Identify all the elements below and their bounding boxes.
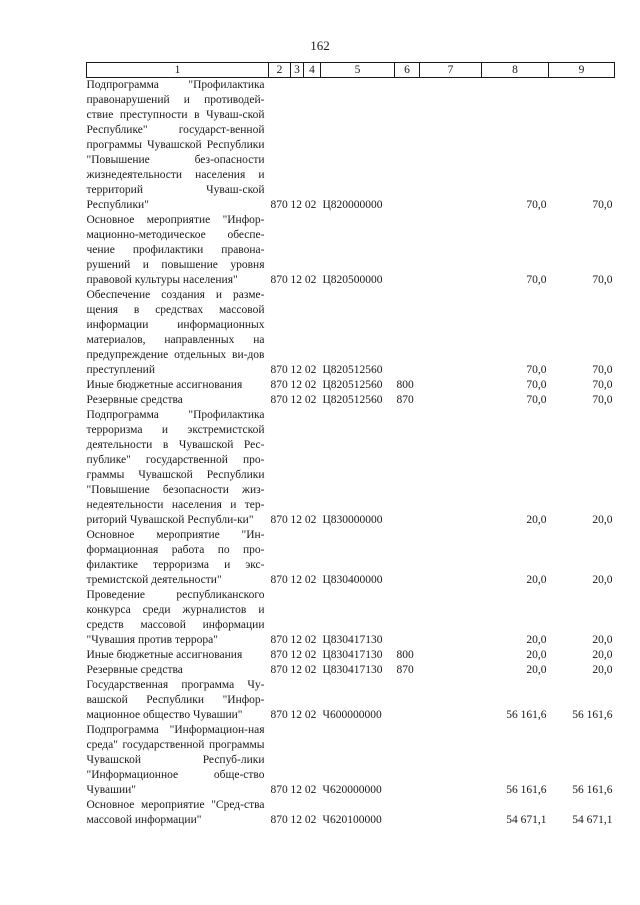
amount-col9: 20,0 <box>592 514 613 526</box>
column-header: 1 <box>87 63 269 78</box>
amount-col8: 20,0 <box>526 649 547 661</box>
expense-type-code: 870 <box>396 664 414 676</box>
ministry-code: 870 <box>270 709 288 721</box>
row-name: Основное мероприятие "Сред-ства массовой информации" <box>86 799 265 826</box>
amount-col8: 20,0 <box>526 514 547 526</box>
section-code: 12 02 <box>290 784 317 796</box>
table-row <box>87 408 615 528</box>
ministry-code: 870 <box>270 574 288 586</box>
target-article-code: Ц820512560 <box>322 379 383 391</box>
amount-col8: 20,0 <box>526 574 547 586</box>
empty-cell <box>420 288 482 378</box>
target-article-code: Ч620000000 <box>322 784 382 796</box>
target-article-code: Ц830417130 <box>322 634 383 646</box>
row-name: Основное мероприятие "Инфор-мационно-методическое обеспе-чение профилактики правона-рушений и повышение уровня правовой культуры населения" <box>86 214 265 286</box>
ministry-code: 870 <box>270 274 288 286</box>
expense-type-code <box>395 288 420 378</box>
ministry-code: 870 <box>270 364 288 376</box>
section-code: 12 02 <box>290 199 317 211</box>
table-row <box>87 798 615 828</box>
expense-type-code <box>395 78 420 214</box>
empty-cell <box>420 378 482 393</box>
table-row <box>87 528 615 588</box>
ministry-code: 870 <box>270 514 288 526</box>
ministry-code: 870 <box>270 379 288 391</box>
amount-col8: 20,0 <box>526 634 547 646</box>
table-row <box>87 663 615 678</box>
expense-type-code <box>395 723 420 798</box>
row-name: Подпрограмма "Информацион-ная среда" государственной программы Чувашской Респуб-лики "Информационное обще-ство Чувашии" <box>86 724 265 796</box>
table-row <box>87 648 615 663</box>
target-article-code: Ц830417130 <box>322 649 383 661</box>
ministry-code: 870 <box>270 199 288 211</box>
section-code: 12 02 <box>290 709 317 721</box>
expense-type-code <box>395 408 420 528</box>
expense-type-code <box>395 588 420 648</box>
target-article-code: Ц830000000 <box>322 514 383 526</box>
budget-table <box>86 62 615 828</box>
table-row <box>87 678 615 723</box>
section-code: 12 02 <box>290 574 317 586</box>
target-article-code: Ч600000000 <box>322 709 382 721</box>
table-row <box>87 378 615 393</box>
amount-col9: 54 671,1 <box>572 814 613 826</box>
section-code: 12 02 <box>290 634 317 646</box>
column-header: 6 <box>395 63 420 78</box>
expense-type-code <box>395 678 420 723</box>
expense-type-code <box>395 798 420 828</box>
column-header: 8 <box>482 63 549 78</box>
column-header: 7 <box>420 63 482 78</box>
amount-col9: 70,0 <box>592 199 613 211</box>
column-header: 9 <box>549 63 615 78</box>
amount-col8: 56 161,6 <box>506 784 547 796</box>
table-row <box>87 78 615 214</box>
amount-col8: 54 671,1 <box>506 814 547 826</box>
ministry-code: 870 <box>270 784 288 796</box>
table-row <box>87 288 615 378</box>
expense-type-code <box>395 213 420 288</box>
table-row <box>87 588 615 648</box>
empty-cell <box>420 663 482 678</box>
empty-cell <box>420 678 482 723</box>
amount-col8: 20,0 <box>526 664 547 676</box>
empty-cell <box>420 798 482 828</box>
amount-col8: 56 161,6 <box>506 709 547 721</box>
row-name: Подпрограмма "Профилактика правонарушений и противодей-ствие преступности в Чуваш-ской Республике" государст-венной программы Чувашской Республики "Повышение без-опасности жизнедеятельности населения и территорий Чуваш-ской Республики" <box>86 79 265 211</box>
section-code: 12 02 <box>290 394 317 406</box>
empty-cell <box>420 213 482 288</box>
target-article-code: Ц830417130 <box>322 664 383 676</box>
target-article-code: Ц820500000 <box>322 274 383 286</box>
amount-col8: 70,0 <box>526 394 547 406</box>
section-code: 12 02 <box>290 814 317 826</box>
target-article-code: Ц830400000 <box>322 574 383 586</box>
amount-col9: 20,0 <box>592 649 613 661</box>
amount-col9: 70,0 <box>592 394 613 406</box>
column-number-row <box>87 63 615 78</box>
row-name: Резервные средства <box>86 664 183 676</box>
amount-col9: 20,0 <box>592 664 613 676</box>
row-name: Основное мероприятие "Ин-формационная работа по про-филактике терроризма и экс-тремистской деятельности" <box>86 529 265 586</box>
row-name: Иные бюджетные ассигнования <box>86 649 243 661</box>
column-header: 4 <box>304 63 321 78</box>
amount-col8: 70,0 <box>526 199 547 211</box>
section-code: 12 02 <box>290 364 317 376</box>
amount-col9: 70,0 <box>592 364 613 376</box>
empty-cell <box>420 78 482 214</box>
section-code: 12 02 <box>290 379 317 391</box>
row-name: Обеспечение создания и разме-щения в средствах массовой информации информационных материалов, направленных на предупреждение отдельных ви-дов преступлений <box>86 289 265 376</box>
expense-type-code: 800 <box>396 379 414 391</box>
amount-col9: 70,0 <box>592 274 613 286</box>
table-row <box>87 723 615 798</box>
row-name: Проведение республиканского конкурса среди журналистов и средств массовой информации "Чувашия против террора" <box>86 589 265 646</box>
table-row <box>87 213 615 288</box>
expense-type-code: 870 <box>396 394 414 406</box>
amount-col9: 56 161,6 <box>572 709 613 721</box>
column-header: 5 <box>321 63 395 78</box>
section-code: 12 02 <box>290 664 317 676</box>
row-name: Подпрограмма "Профилактика терроризма и экстремистской деятельности в Чувашской Рес-публике" государственной про-граммы Чувашской Республики "Повышение безопасности жиз-недеятельности населения и тер-риторий Чувашской Республи-ки" <box>86 409 265 526</box>
row-name: Государственная программа Чу-вашской Республики "Инфор-мационное общество Чувашии" <box>86 679 265 721</box>
ministry-code: 870 <box>270 664 288 676</box>
empty-cell <box>420 588 482 648</box>
ministry-code: 870 <box>270 649 288 661</box>
empty-cell <box>420 408 482 528</box>
target-article-code: Ц820512560 <box>322 394 383 406</box>
amount-col8: 70,0 <box>526 364 547 376</box>
section-code: 12 02 <box>290 274 317 286</box>
expense-type-code <box>395 528 420 588</box>
empty-cell <box>420 723 482 798</box>
table-row <box>87 393 615 408</box>
ministry-code: 870 <box>270 814 288 826</box>
ministry-code: 870 <box>270 634 288 646</box>
row-name: Резервные средства <box>86 394 183 406</box>
amount-col8: 70,0 <box>526 274 547 286</box>
expense-type-code: 800 <box>396 649 414 661</box>
page-number: 162 <box>310 38 330 53</box>
column-header: 2 <box>269 63 291 78</box>
target-article-code: Ц820000000 <box>322 199 383 211</box>
column-header: 3 <box>291 63 304 78</box>
amount-col8: 70,0 <box>526 379 547 391</box>
section-code: 12 02 <box>290 649 317 661</box>
amount-col9: 20,0 <box>592 634 613 646</box>
row-name: Иные бюджетные ассигнования <box>86 379 243 391</box>
target-article-code: Ц820512560 <box>322 364 383 376</box>
target-article-code: Ч620100000 <box>322 814 382 826</box>
amount-col9: 70,0 <box>592 379 613 391</box>
section-code: 12 02 <box>290 514 317 526</box>
amount-col9: 20,0 <box>592 574 613 586</box>
empty-cell <box>420 528 482 588</box>
empty-cell <box>420 393 482 408</box>
amount-col9: 56 161,6 <box>572 784 613 796</box>
ministry-code: 870 <box>270 394 288 406</box>
empty-cell <box>420 648 482 663</box>
